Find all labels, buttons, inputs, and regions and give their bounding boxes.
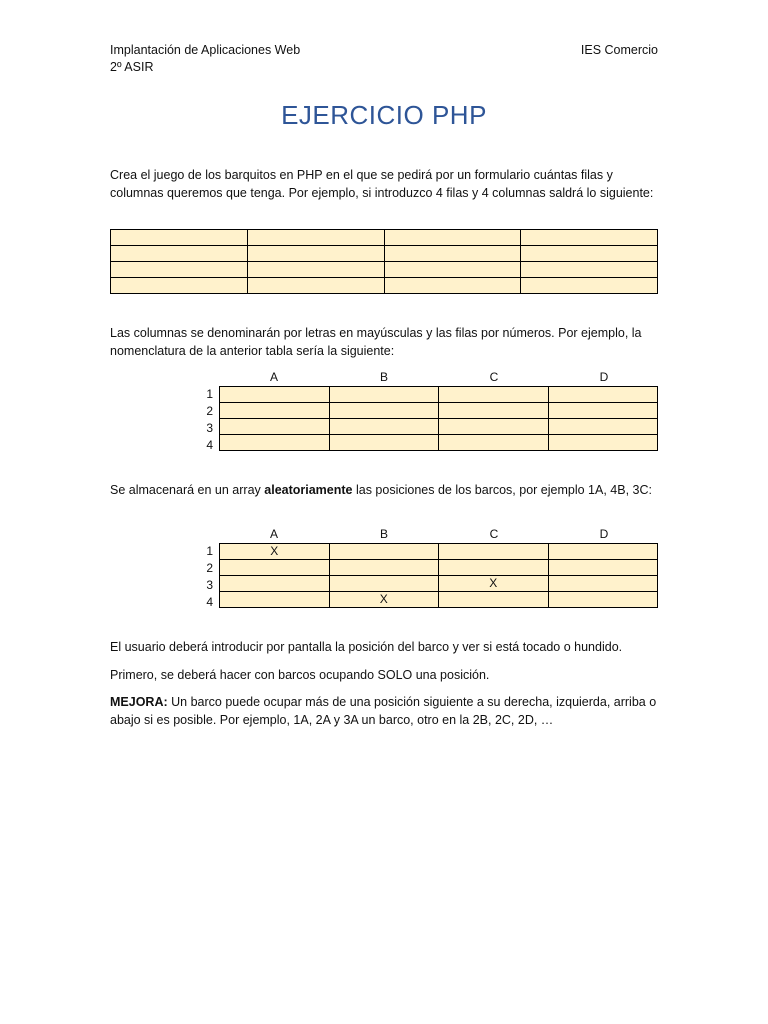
grid-cell — [521, 278, 658, 294]
grid-cell — [521, 262, 658, 278]
ship-cell-3D — [548, 576, 658, 592]
storage-paragraph — [110, 481, 660, 499]
grid-cell — [439, 419, 549, 435]
table-row — [111, 246, 658, 262]
grid-cell — [439, 387, 549, 403]
ship-cell-2D — [548, 560, 658, 576]
grid-cell — [247, 262, 384, 278]
table-row — [220, 592, 658, 608]
row-label: 2 — [206, 404, 213, 418]
ship-cell-4D — [548, 592, 658, 608]
table-row — [111, 230, 658, 246]
page-title: EJERCICIO PHP — [281, 100, 487, 130]
grid-cell — [521, 230, 658, 246]
ship-cell-4B: X — [329, 592, 439, 608]
row-label: 4 — [206, 438, 213, 452]
improvement-paragraph — [110, 693, 660, 729]
ship-cell-2A — [220, 560, 330, 576]
grid-cell — [329, 435, 439, 451]
table-row — [220, 387, 658, 403]
improvement-label: MEJORA: — [110, 695, 168, 709]
row-label: 2 — [206, 561, 213, 575]
empty-grid-table — [110, 229, 658, 294]
column-label: C — [489, 527, 499, 541]
first-step-paragraph: Primero, se deberá hacer con barcos ocupando SOLO una posición. — [110, 668, 490, 682]
intro-paragraph: Crea el juego de los barquitos en PHP en el que se pedirá por un formulario cuántas filas y columnas queremos que tenga. Por ejemplo, si introduzco 4 filas y 4 columnas saldrá lo siguiente: — [110, 168, 654, 200]
column-label: A — [269, 370, 278, 384]
column-labels — [219, 527, 659, 543]
ship-cell-2C — [439, 560, 549, 576]
table-row — [220, 544, 658, 560]
row-label: 3 — [206, 421, 213, 435]
ship-cell-4A — [220, 592, 330, 608]
nomenclature-paragraph: Las columnas se denominarán por letras en mayúsculas y las filas por números. Por ejemplo, la nomenclatura de la anterior tabla sería la siguiente: — [110, 326, 642, 358]
row-label: 4 — [206, 595, 213, 609]
grid-cell — [111, 278, 248, 294]
grid-cell — [220, 435, 330, 451]
grid-cell — [384, 278, 521, 294]
column-label: B — [379, 527, 388, 541]
table-row — [220, 560, 658, 576]
column-labels — [219, 370, 659, 386]
ship-cell-3B — [329, 576, 439, 592]
grid-cell — [220, 403, 330, 419]
storage-text-end: las posiciones de los barcos, por ejemplo 1A, 4B, 3C: — [352, 483, 652, 497]
grid-cell — [329, 403, 439, 419]
grid-cell — [220, 387, 330, 403]
grid-cell — [247, 246, 384, 262]
user-paragraph: El usuario deberá introducir por pantalla la posición del barco y ver si está tocado o hundido. — [110, 640, 623, 654]
table-row — [220, 419, 658, 435]
grid-cell — [111, 262, 248, 278]
grid-cell — [384, 246, 521, 262]
grid-cell — [384, 262, 521, 278]
grid-cell — [548, 387, 658, 403]
row-label: 1 — [206, 387, 213, 401]
grid-cell — [220, 419, 330, 435]
ship-cell-1C — [439, 544, 549, 560]
row-labels — [199, 544, 213, 614]
table-row — [220, 403, 658, 419]
grid-cell — [329, 419, 439, 435]
nomenclature-grid-table — [219, 386, 658, 451]
grid-cell — [111, 246, 248, 262]
grid-cell — [111, 230, 248, 246]
table-row — [220, 435, 658, 451]
column-label: D — [599, 370, 609, 384]
ship-cell-1A: X — [220, 544, 330, 560]
column-label: C — [489, 370, 499, 384]
course-name: Implantación de Aplicaciones Web — [110, 43, 301, 57]
grid-cell — [329, 387, 439, 403]
column-label: D — [599, 527, 609, 541]
grid-cell — [521, 246, 658, 262]
grid-cell — [548, 435, 658, 451]
ships-grid-table — [219, 543, 658, 608]
grid-cell — [548, 419, 658, 435]
course-level: 2º ASIR — [110, 60, 154, 74]
improvement-text: Un barco puede ocupar más de una posición siguiente a su derecha, izquierda, arriba o abajo si es posible. Por ejemplo, 1A, 2A y 3A un barco, otro en la 2B, 2C, 2D, … — [110, 695, 657, 727]
table-row — [220, 576, 658, 592]
ship-cell-1B — [329, 544, 439, 560]
table-row — [111, 278, 658, 294]
grid-cell — [247, 278, 384, 294]
ship-cell-1D — [548, 544, 658, 560]
column-label: A — [269, 527, 278, 541]
grid-cell — [384, 230, 521, 246]
ship-cell-2B — [329, 560, 439, 576]
school-name: IES Comercio — [580, 43, 658, 57]
storage-text-bold: aleatoriamente — [264, 483, 353, 497]
ship-cell-3A — [220, 576, 330, 592]
ship-cell-4C — [439, 592, 549, 608]
grid-cell — [247, 230, 384, 246]
grid-cell — [548, 403, 658, 419]
table-row — [111, 262, 658, 278]
grid-cell — [439, 435, 549, 451]
column-label: B — [379, 370, 388, 384]
ship-cell-3C: X — [439, 576, 549, 592]
header-left — [110, 42, 300, 76]
storage-text-start: Se almacenará en un array — [110, 483, 265, 497]
row-label: 3 — [206, 578, 213, 592]
row-label: 1 — [206, 544, 213, 558]
grid-cell — [439, 403, 549, 419]
row-labels — [199, 387, 213, 457]
